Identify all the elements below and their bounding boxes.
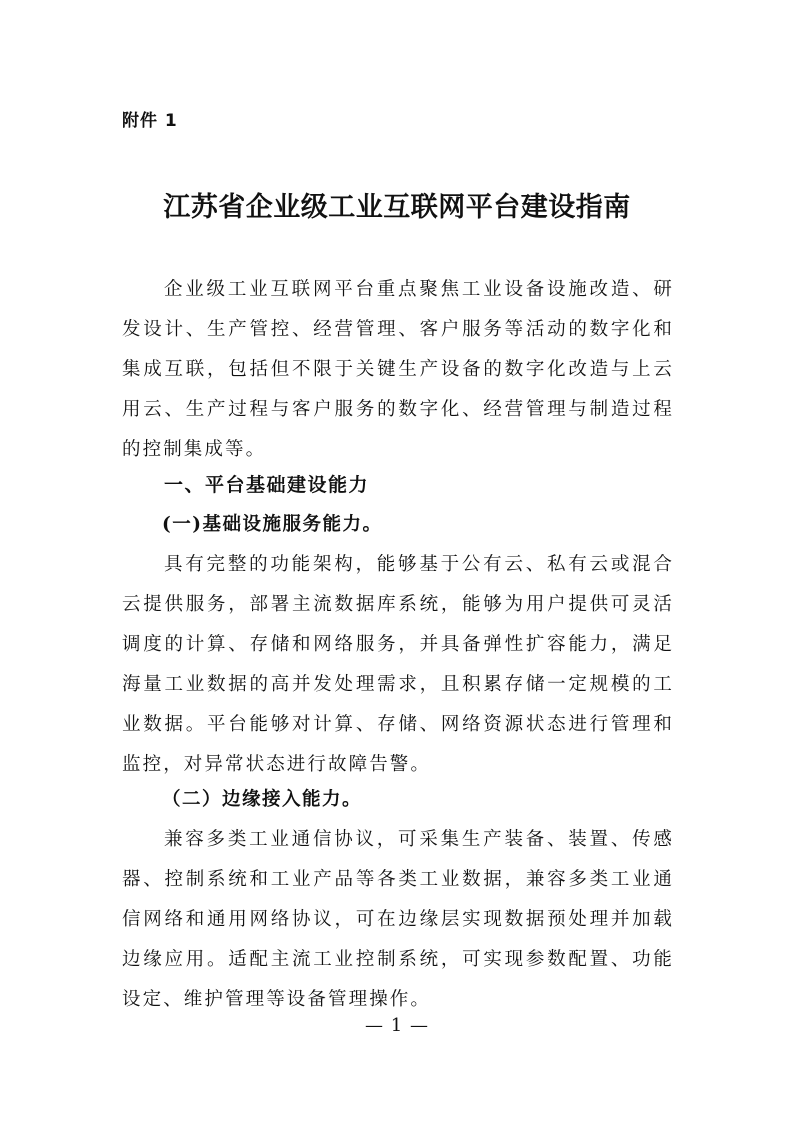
subsection-heading-1: (一)基础设施服务能力。 bbox=[162, 514, 383, 535]
attachment-label: 附件 1 bbox=[122, 111, 178, 131]
subsection-heading-2: （二）边缘接入能力。 bbox=[162, 789, 363, 810]
page-number: — 1 — bbox=[365, 1015, 429, 1036]
document-title: 江苏省企业级工业互联网平台建设指南 bbox=[163, 192, 631, 223]
subsection-paragraph-1: 具有完整的功能架构，能够基于公有云、私有云或混合云提供服务，部署主流数据库系统，能够为用户提供可灵活调度的计算、存储和网络服务，并具备弹性扩容能力，满足海量工业数据的高并发处理需求，且积累存储一定规模的工业数据。平台能够对计算、存储、网络资源状态进行管理和监控，对异常状态进行故障告警。 bbox=[122, 554, 674, 775]
section-heading-1: 一、平台基础建设能力 bbox=[164, 474, 370, 496]
intro-paragraph: 企业级工业互联网平台重点聚焦工业设备设施改造、研发设计、生产管控、经营管理、客户服务等活动的数字化和集成互联，包括但不限于关键生产设备的数字化改造与上云用云、生产过程与客户服务的数字化、经营管理与制造过程的控制集成等。 bbox=[122, 279, 674, 460]
subsection-paragraph-2: 兼容多类工业通信协议，可采集生产装备、装置、传感器、控制系统和工业产品等各类工业数据，兼容多类工业通信网络和通用网络协议，可在边缘层实现数据预处理并加载边缘应用。适配主流工业控制系统，可实现参数配置、功能设定、维护管理等设备管理操作。 bbox=[122, 829, 674, 1010]
